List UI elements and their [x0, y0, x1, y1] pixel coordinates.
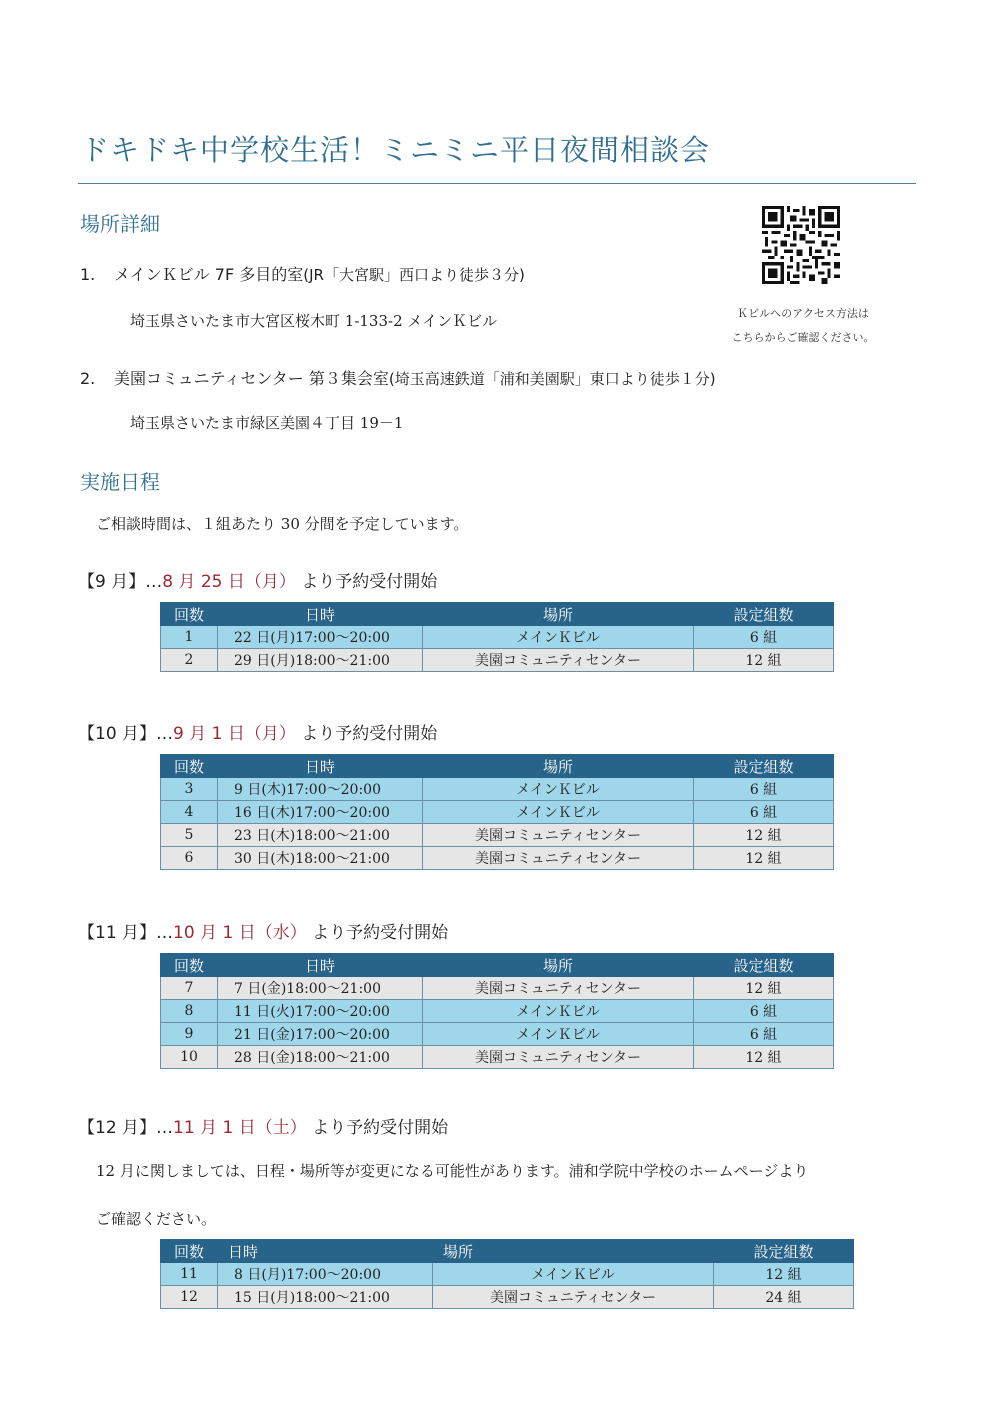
- column-header: 日時: [218, 603, 423, 626]
- session-number: 11: [161, 1263, 218, 1286]
- schedule-table-september: [160, 602, 834, 672]
- column-header: 設定組数: [694, 603, 834, 626]
- session-number: 9: [161, 1023, 218, 1046]
- session-groups: 12 組: [694, 847, 834, 870]
- column-header: 日時: [218, 755, 423, 778]
- session-datetime: 7 日(金)18:00～21:00: [218, 977, 423, 1000]
- session-number: 12: [161, 1286, 218, 1309]
- session-number: 8: [161, 1000, 218, 1023]
- table-row: [161, 626, 834, 649]
- table-row: [161, 824, 834, 847]
- session-datetime: 8 日(月)17:00～20:00: [218, 1263, 433, 1286]
- table-header-row: [161, 954, 834, 977]
- session-groups: 6 組: [694, 1000, 834, 1023]
- location-item-2: [80, 366, 716, 389]
- table-header-row: [161, 603, 834, 626]
- qr-caption-line-1: Ｋビルへのアクセス方法は: [737, 307, 869, 320]
- reservation-suffix: より予約受付開始: [301, 572, 438, 592]
- session-number: 1: [161, 626, 218, 649]
- table-header-row: [161, 1240, 854, 1263]
- table-row: [161, 977, 834, 1000]
- month-label-november: [78, 918, 448, 943]
- session-number: 5: [161, 824, 218, 847]
- table-row: [161, 847, 834, 870]
- table-row: [161, 1000, 834, 1023]
- schedule-heading: 実施日程: [80, 470, 160, 494]
- page-title: ドキドキ中学校生活！ミニミニ平日夜間相談会: [80, 133, 711, 167]
- session-groups: 24 組: [714, 1286, 854, 1309]
- reservation-open-date: 8 月 25 日（月）: [162, 572, 296, 592]
- location-item-note: (JR「大宮駅」西口より徒歩３分): [303, 266, 525, 284]
- schedule-intro: ご相談時間は、１組あたり 30 分間を予定しています。: [96, 515, 469, 533]
- session-groups: 6 組: [694, 1023, 834, 1046]
- column-header: 回数: [161, 1240, 218, 1263]
- column-header: 場所: [423, 755, 694, 778]
- location-address-2: 埼玉県さいたま市緑区美園４丁目 19－1: [130, 414, 404, 432]
- qr-caption-line-2: こちらからご確認ください。: [731, 331, 875, 344]
- session-place: 美園コミュニティセンター: [423, 649, 694, 672]
- session-datetime: 16 日(木)17:00～20:00: [218, 801, 423, 824]
- table-header-row: [161, 755, 834, 778]
- column-header: 設定組数: [714, 1240, 854, 1263]
- column-header: 回数: [161, 603, 218, 626]
- column-header: 回数: [161, 954, 218, 977]
- session-place: メインＫビル: [423, 626, 694, 649]
- month-name: 【9 月】…: [78, 572, 163, 592]
- session-datetime: 22 日(月)17:00～20:00: [218, 626, 423, 649]
- session-place: メインＫビル: [423, 778, 694, 801]
- session-number: 6: [161, 847, 218, 870]
- month-label-october: [78, 719, 437, 744]
- session-place: メインＫビル: [423, 1023, 694, 1046]
- session-datetime: 28 日(金)18:00～21:00: [218, 1046, 423, 1069]
- session-datetime: 11 日(火)17:00～20:00: [218, 1000, 423, 1023]
- session-datetime: 30 日(木)18:00～21:00: [218, 847, 423, 870]
- schedule-table-november: [160, 953, 834, 1069]
- session-place: 美園コミュニティセンター: [433, 1286, 714, 1309]
- session-groups: 6 組: [694, 801, 834, 824]
- session-number: 4: [161, 801, 218, 824]
- table-row: [161, 801, 834, 824]
- session-datetime: 9 日(木)17:00～20:00: [218, 778, 423, 801]
- session-groups: 12 組: [694, 977, 834, 1000]
- schedule-table-october: [160, 754, 834, 870]
- location-item-number: 2.: [80, 369, 96, 388]
- session-groups: 6 組: [694, 626, 834, 649]
- session-place: メインＫビル: [423, 1000, 694, 1023]
- session-place: 美園コミュニティセンター: [423, 977, 694, 1000]
- reservation-suffix: より予約受付開始: [301, 724, 438, 744]
- table-row: [161, 1286, 854, 1309]
- location-item-1: [80, 262, 525, 285]
- session-groups: 12 組: [694, 824, 834, 847]
- column-header: 日時: [218, 1240, 433, 1263]
- column-header: 回数: [161, 755, 218, 778]
- column-header: 設定組数: [694, 755, 834, 778]
- location-item-name: メインＫビル 7F 多目的室: [114, 265, 304, 284]
- session-datetime: 23 日(木)18:00～21:00: [218, 824, 423, 847]
- month-label-september: [78, 567, 437, 592]
- schedule-table-december: [160, 1239, 854, 1309]
- column-header: 場所: [423, 954, 694, 977]
- session-number: 10: [161, 1046, 218, 1069]
- month-name: 【10 月】…: [78, 724, 174, 744]
- session-groups: 6 組: [694, 778, 834, 801]
- table-row: [161, 1263, 854, 1286]
- session-place: メインＫビル: [423, 801, 694, 824]
- month-name: 【11 月】…: [78, 923, 174, 943]
- reservation-open-date: 11 月 1 日（土）: [173, 1118, 307, 1138]
- qr-code-icon[interactable]: [762, 206, 840, 284]
- session-groups: 12 組: [694, 1046, 834, 1069]
- table-row: [161, 778, 834, 801]
- session-place: 美園コミュニティセンター: [423, 824, 694, 847]
- session-datetime: 15 日(月)18:00～21:00: [218, 1286, 433, 1309]
- column-header: 設定組数: [694, 954, 834, 977]
- session-groups: 12 組: [694, 649, 834, 672]
- session-datetime: 21 日(金)17:00～20:00: [218, 1023, 423, 1046]
- month-label-december: [78, 1113, 448, 1138]
- location-heading: 場所詳細: [80, 212, 160, 236]
- location-item-name: 美園コミュニティセンター 第３集会室: [114, 369, 389, 388]
- session-groups: 12 組: [714, 1263, 854, 1286]
- session-number: 3: [161, 778, 218, 801]
- session-place: メインＫビル: [433, 1263, 714, 1286]
- session-datetime: 29 日(月)18:00～21:00: [218, 649, 423, 672]
- session-place: 美園コミュニティセンター: [423, 847, 694, 870]
- table-row: [161, 1046, 834, 1069]
- session-number: 7: [161, 977, 218, 1000]
- location-item-note: (埼玉高速鉄道「浦和美園駅」東口より徒歩１分): [388, 370, 716, 388]
- reservation-open-date: 9 月 1 日（月）: [173, 724, 296, 744]
- december-note-line-2: ご確認ください。: [96, 1210, 217, 1228]
- column-header: 日時: [218, 954, 423, 977]
- location-item-number: 1.: [80, 265, 96, 284]
- reservation-open-date: 10 月 1 日（水）: [173, 923, 307, 943]
- reservation-suffix: より予約受付開始: [312, 923, 449, 943]
- qr-caption: [718, 302, 888, 350]
- month-name: 【12 月】…: [78, 1118, 174, 1138]
- reservation-suffix: より予約受付開始: [312, 1118, 449, 1138]
- december-note-line-1: 12 月に関しましては、日程・場所等が変更になる可能性があります。浦和学院中学校のホームページより: [96, 1162, 809, 1180]
- table-row: [161, 1023, 834, 1046]
- session-number: 2: [161, 649, 218, 672]
- table-row: [161, 649, 834, 672]
- location-address-1: 埼玉県さいたま市大宮区桜木町 1-133-2 メインＫビル: [130, 312, 498, 330]
- column-header: 場所: [433, 1240, 714, 1263]
- session-place: 美園コミュニティセンター: [423, 1046, 694, 1069]
- column-header: 場所: [423, 603, 694, 626]
- title-divider: [78, 183, 916, 184]
